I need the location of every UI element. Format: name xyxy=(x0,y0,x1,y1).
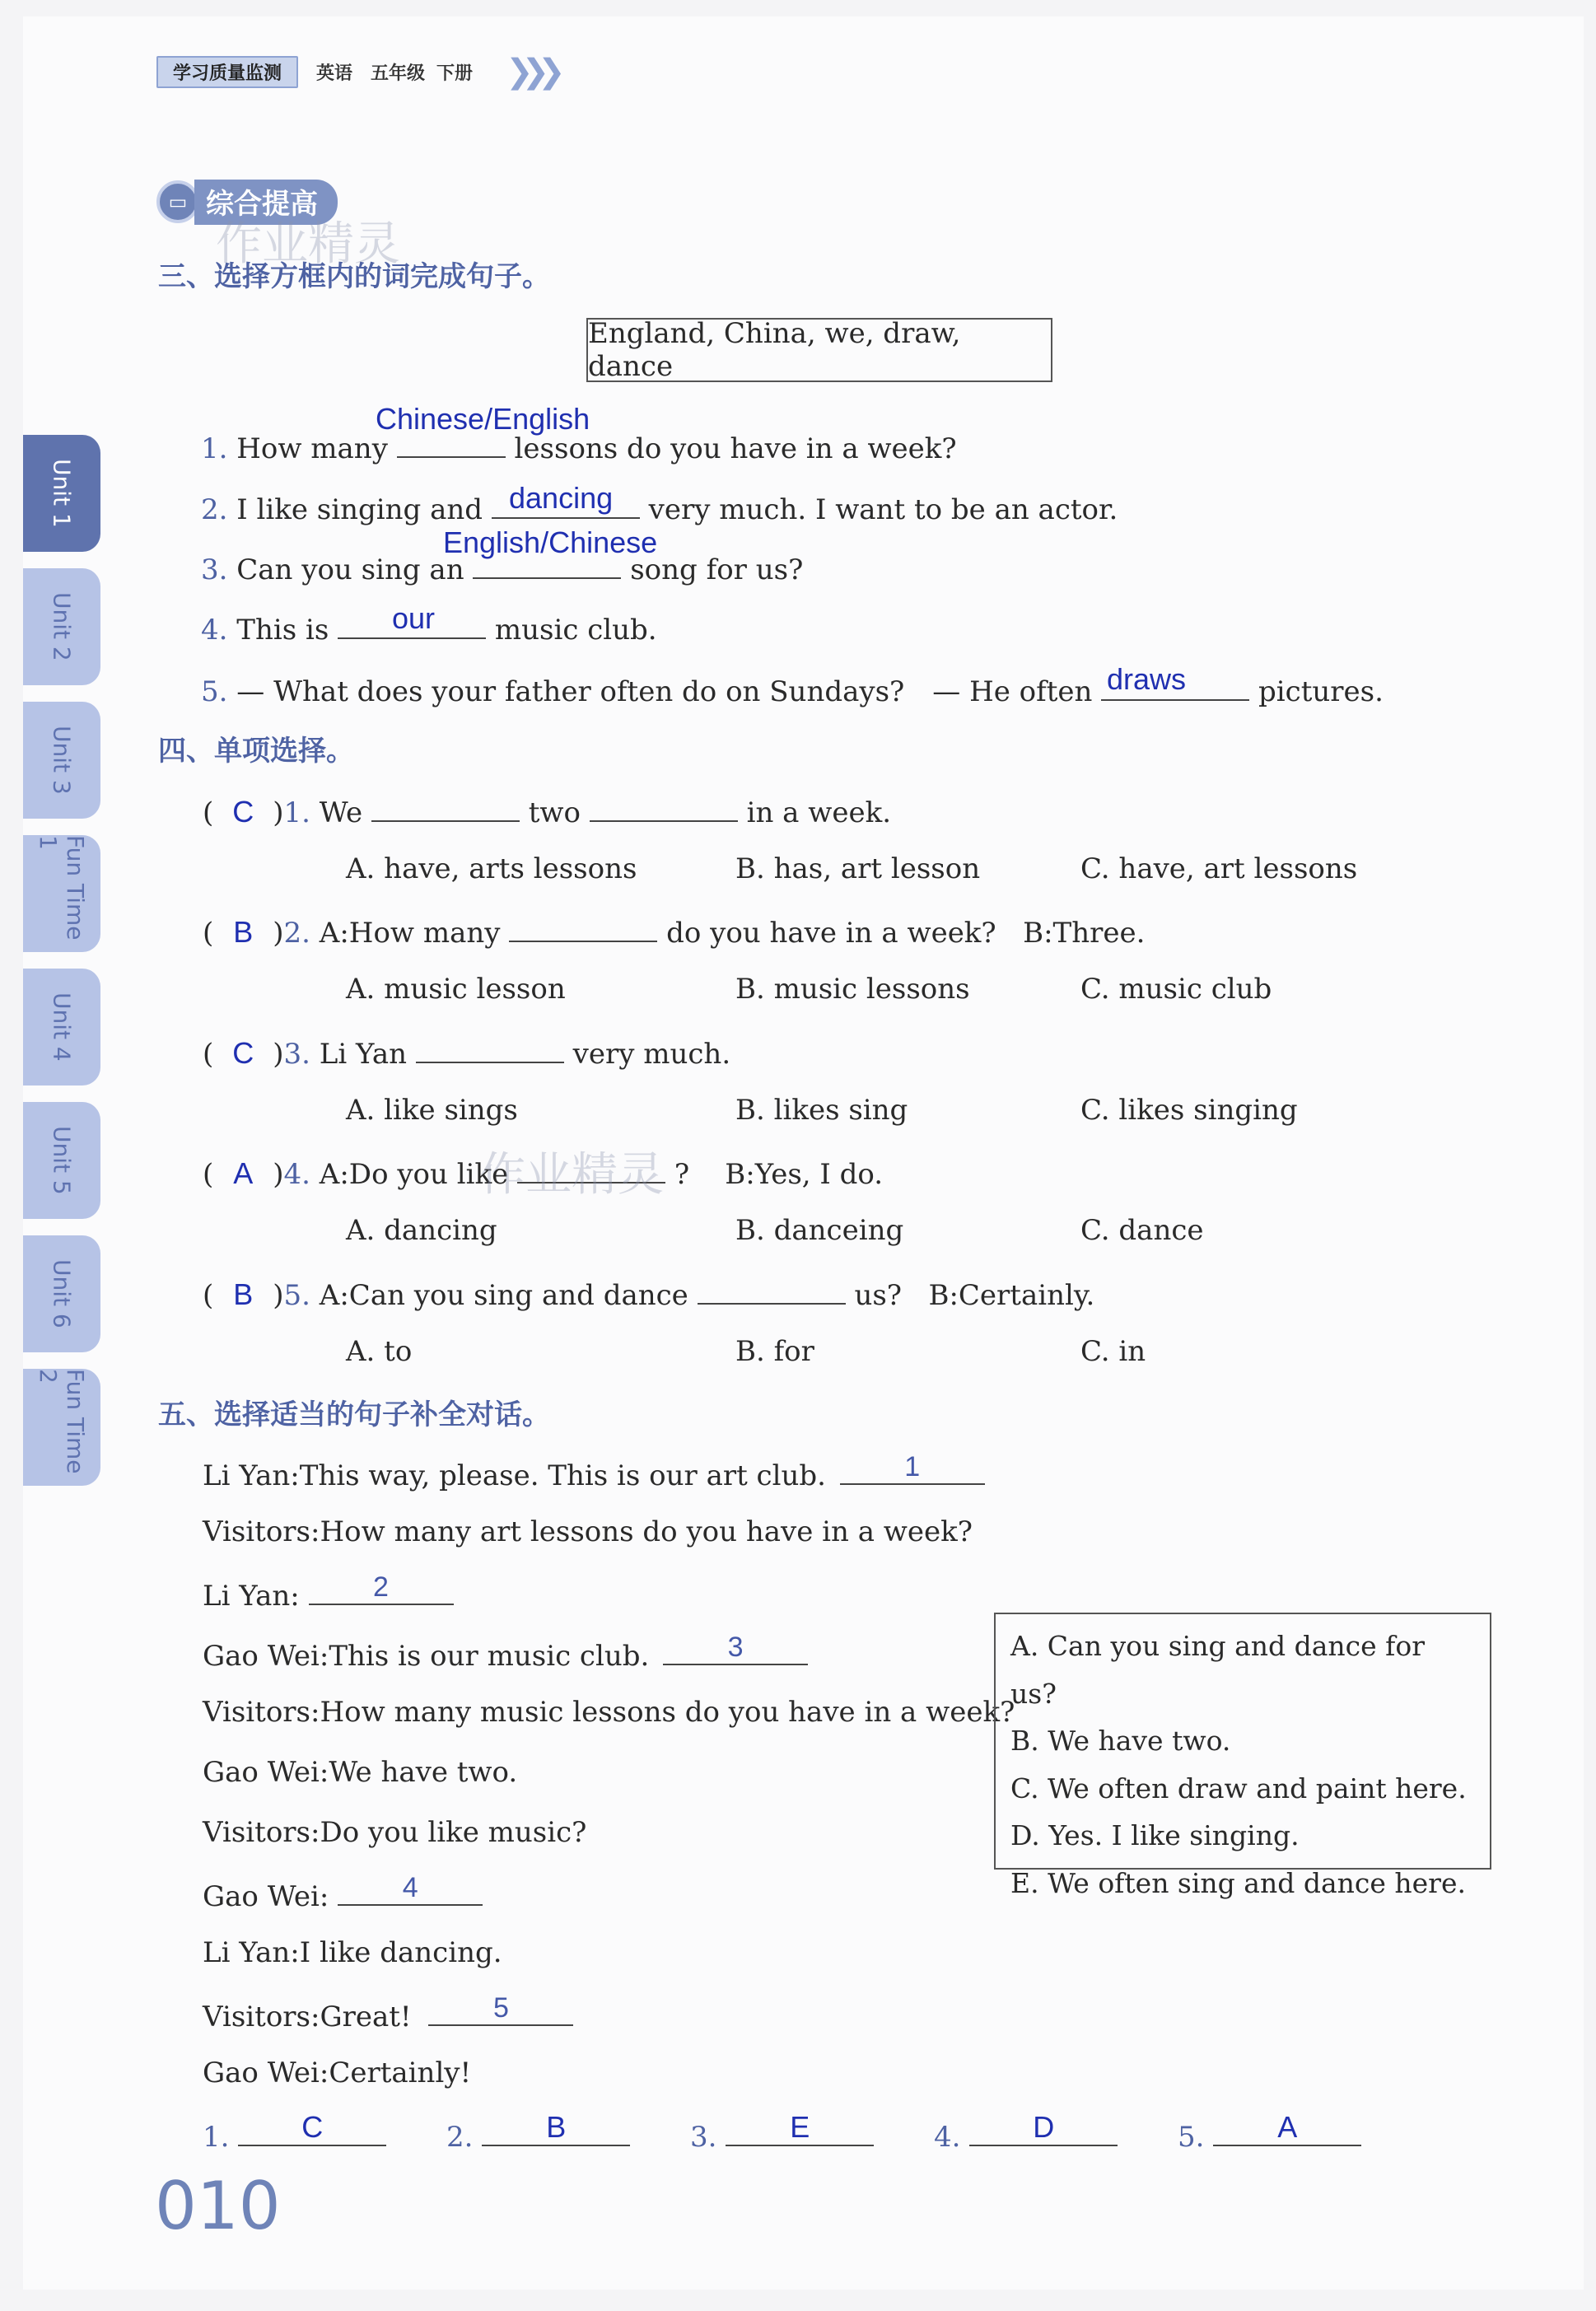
series-title: 学习质量监测 xyxy=(156,56,298,88)
mc-answer: C xyxy=(232,795,254,829)
tab-unit-5[interactable]: Unit 5 xyxy=(23,1102,100,1219)
mc-option: C. likes singing xyxy=(1080,1094,1298,1127)
mc-option: A. like sings xyxy=(346,1094,518,1127)
tab-fun-time-2[interactable]: Fun Time 2 xyxy=(23,1369,100,1486)
tab-unit-6[interactable]: Unit 6 xyxy=(23,1235,100,1352)
dialogue-line: Visitors:Great! 5 xyxy=(203,1996,573,2033)
answer-slot: 1. C xyxy=(203,2117,386,2154)
mc-answer: B xyxy=(233,915,254,949)
answer-slot: 5. A xyxy=(1178,2117,1361,2154)
choice-box xyxy=(994,1613,1491,1899)
blank: 4 xyxy=(338,1876,483,1906)
mc-option: C. in xyxy=(1080,1335,1146,1368)
mc-option: B. danceing xyxy=(735,1214,904,1247)
mc-option: B. likes sing xyxy=(735,1094,908,1127)
dialogue-line: Gao Wei:We have two. xyxy=(203,1756,518,1789)
blank xyxy=(509,913,657,942)
blank xyxy=(590,792,738,822)
dialogue-line: Li Yan:I like dancing. xyxy=(203,1936,502,1969)
blank xyxy=(698,1275,846,1305)
mc-question-3: ( C )3. Li Yan very much. xyxy=(203,1034,730,1071)
answer-3: English/Chinese xyxy=(443,525,658,559)
tab-unit-1[interactable]: Unit 1 xyxy=(23,435,100,552)
answer-1: Chinese/English xyxy=(376,402,590,436)
dialogue-line: Gao Wei:This is our music club. 3 xyxy=(203,1636,808,1673)
mc-question-4: ( A )4. A:Do you like ? B:Yes, I do. xyxy=(203,1154,883,1191)
s3-item-3: 3. Can you sing an song for us? xyxy=(201,549,803,586)
dialogue-line: Li Yan: 2 xyxy=(203,1576,454,1613)
watermark-logo: 作业精灵 xyxy=(479,1148,664,1202)
dialogue-line: Visitors:How many music lessons do you have in a week? xyxy=(203,1696,1015,1729)
mc-option: A. dancing xyxy=(346,1214,497,1247)
mc-option: A. to xyxy=(346,1335,413,1368)
answer-slot: 2. B xyxy=(446,2117,630,2154)
dialogue-line: Visitors:Do you like music? xyxy=(203,1816,587,1849)
tab-fun-time-1[interactable]: Fun Time 1 xyxy=(23,835,100,952)
s3-item-1: 1. How many lessons do you have in a week? xyxy=(201,428,957,465)
answer-5: draws xyxy=(1107,662,1187,696)
dialogue-line: Li Yan:This way, please. This is our art club. 1 xyxy=(203,1455,985,1492)
choice-item: B. We have two. xyxy=(1010,1725,1231,1757)
mc-option: C. dance xyxy=(1080,1214,1204,1247)
choice-item: A. Can you sing and dance for us? xyxy=(1010,1630,1426,1710)
choice-item: C. We often draw and paint here. xyxy=(1010,1772,1467,1804)
blank: 3 xyxy=(663,1636,808,1665)
page-header xyxy=(156,51,554,92)
blank xyxy=(416,1034,564,1063)
tab-unit-3[interactable]: Unit 3 xyxy=(23,702,100,819)
mc-question-1: ( C )1. We two in a week. xyxy=(203,792,891,829)
mc-option: B. has, art lesson xyxy=(735,852,981,885)
word-box: England, China, we, draw, dance xyxy=(586,318,1052,382)
tab-unit-2[interactable]: Unit 2 xyxy=(23,568,100,685)
section5-title: 五、选择适当的句子补全对话。 xyxy=(158,1398,550,1431)
blank: 5 xyxy=(428,1996,573,2026)
mc-answer: B xyxy=(233,1277,254,1311)
volume: 下册 xyxy=(436,63,474,84)
answer-slot: 4. D xyxy=(934,2117,1118,2154)
mc-answer: C xyxy=(232,1036,254,1070)
blank: 1 xyxy=(840,1455,985,1485)
answer-slot: 3. E xyxy=(690,2117,874,2154)
page-number: 010 xyxy=(155,2168,281,2244)
tab-unit-4[interactable]: Unit 4 xyxy=(23,969,100,1085)
double-chevron-icon: ❯❯❯ xyxy=(506,53,554,91)
blank xyxy=(371,792,520,822)
mc-option: B. music lessons xyxy=(735,973,970,1006)
answer-2: dancing xyxy=(509,481,614,515)
mc-question-2: ( B )2. A:How many do you have in a week? B:Three. xyxy=(203,913,1145,950)
mc-answer: A xyxy=(233,1156,254,1190)
dialogue-line: Visitors:How many art lessons do you have in a week? xyxy=(203,1515,973,1548)
badge-label: 综合提高 xyxy=(194,180,338,225)
choice-item: D. Yes. I like singing. xyxy=(1010,1819,1300,1851)
dialogue-line: Gao Wei:Certainly! xyxy=(203,2057,472,2089)
mc-option: A. have, arts lessons xyxy=(346,852,637,885)
book-icon: ▭ xyxy=(156,180,199,223)
blank: 2 xyxy=(309,1576,454,1605)
answer-4: our xyxy=(392,601,436,635)
s3-item-5: 5. — What does your father often do on Sundays? — He often pictures. xyxy=(201,669,1384,709)
grade: 五年级 xyxy=(371,63,426,84)
s3-item-4: 4. This is music club. xyxy=(201,609,657,647)
mc-option: C. music club xyxy=(1080,973,1272,1006)
mc-question-5: ( B )5. A:Can you sing and dance us? B:Certainly. xyxy=(203,1275,1094,1312)
choice-item: E. We often sing and dance here. xyxy=(1010,1866,1466,1899)
mc-option: A. music lesson xyxy=(346,973,566,1006)
section4-title: 四、单项选择。 xyxy=(158,735,354,768)
mc-option: B. for xyxy=(735,1335,814,1368)
subject: 英语 xyxy=(316,63,353,84)
s3-item-2: 2. I like singing and very much. I want to be an actor. xyxy=(201,489,1118,526)
mc-option: C. have, art lessons xyxy=(1080,852,1358,885)
watermark-logo: 作业精灵 xyxy=(216,217,400,271)
section3-title: 三、选择方框内的词完成句子。 xyxy=(158,260,550,293)
dialogue-line: Gao Wei: 4 xyxy=(203,1876,483,1913)
